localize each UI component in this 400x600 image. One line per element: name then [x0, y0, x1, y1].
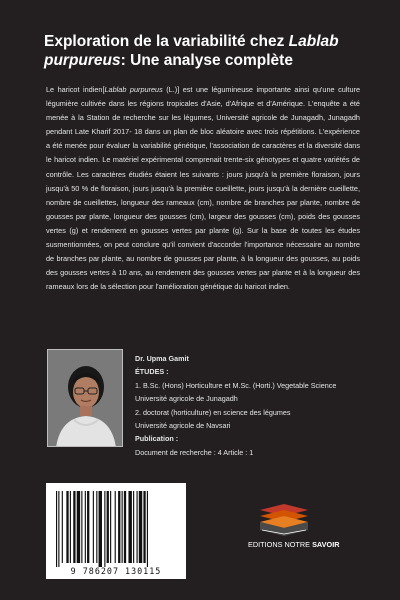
- barcode-bar: [56, 491, 57, 567]
- abstract-lead: Le haricot indien[: [46, 85, 105, 94]
- barcode-bar: [128, 491, 131, 563]
- title-species: Lablab purpureus: [44, 33, 339, 69]
- studies-heading: ÉTUDES :: [135, 367, 169, 377]
- barcode-bar: [124, 491, 126, 563]
- publication-heading: Publication :: [135, 434, 179, 444]
- publisher-name-bold: SAVOIR: [312, 540, 340, 549]
- barcode-bar: [133, 491, 134, 563]
- study-line-4: Université agricole de Navsari: [135, 421, 231, 431]
- barcode-bar: [137, 491, 138, 563]
- barcode-bar: [62, 491, 63, 563]
- barcode-bar: [85, 491, 86, 563]
- barcode-bar: [104, 491, 105, 567]
- abstract-species: Lablab purpureus: [104, 85, 163, 94]
- barcode-bar: [93, 491, 94, 563]
- study-line-2: Université agricole de Junagadh: [135, 394, 238, 404]
- publisher-logo-icon: [254, 500, 314, 540]
- author-portrait-image: [48, 350, 123, 447]
- isbn-barcode: [46, 483, 186, 579]
- barcode-bar: [118, 491, 120, 563]
- barcode-bar: [110, 491, 111, 563]
- study-line-1: 1. B.Sc. (Hons) Horticulture et M.Sc. (Horti.) Vegetable Science: [135, 380, 337, 390]
- publisher-name: [248, 540, 348, 549]
- abstract-body: (L.)] est une légumineuse importante ainsi qu'une culture légumière cultivée dans les régions tropicales d'Asie, d'Afrique et d'Amérique. L'enquête a été menée à la Station de recherche sur les légumes, Université agricole de Junagadh, Junagadh pendant Late Kharif 2017- 18 dans un plan de bloc aléatoire avec trois répétitions. L'expérience a été menée pour évaluer la variabilité génétique, l'association de caractères et la diversité dans le haricot indien. Le matériel expérimental comprenait trente-six génotypes et quatre variétés de contrôle. Les caractères étudiés étaient les suivants : jours jusqu'à la première floraison, jours jusqu'à 50 % de floraison, jours jusqu'à la première cueillette, jours jusqu'à la dernière cueillette, nombre de cueillettes, longueur des rameaux (cm), nombre de branches par plante, nombre de gousses par plante, longueur des gousses (cm), largeur des gousses (cm), poids des gousses vertes (g) et rendement en gousses vertes par plante (g). Sur la base de toutes les études susmentionnées, on peut conclure qu'il convient d'accorder l'importance nécessaire au nombre de branches par plante, au nombre de gousses par plante, à la longueur des gousses, au poids des gousses vertes à 10 ans, au rendement des gousses vertes par plante et à la longueur des rameaux lors de la sélection pour l'amélioration génétique du haricot indien.: [46, 85, 361, 292]
- title-part-2: : Une analyse complète: [120, 52, 293, 69]
- study-line-3: 2. doctorat (horticulture) en science des légumes: [135, 407, 291, 417]
- book-title: [44, 32, 374, 70]
- barcode-bar: [81, 491, 82, 563]
- barcode-bar: [96, 491, 97, 563]
- barcode-bar: [143, 491, 145, 563]
- barcode-bar: [107, 491, 109, 563]
- barcode-bar: [87, 491, 89, 563]
- author-name: Dr. Upma Gamit: [135, 354, 189, 363]
- title-part-1: Exploration de la variabilité chez: [44, 33, 289, 50]
- book-abstract: [46, 83, 360, 294]
- barcode-bar: [66, 491, 68, 563]
- barcode-bar: [139, 491, 142, 563]
- barcode-bar: [122, 491, 123, 563]
- barcode-bar: [147, 491, 148, 567]
- barcode-bar: [73, 491, 75, 563]
- author-photo: [47, 349, 123, 447]
- barcode-bar: [58, 491, 59, 567]
- author-info: [135, 352, 375, 459]
- barcode-bar: [99, 491, 102, 567]
- barcode-digits: 9 786207 130115: [70, 566, 162, 576]
- barcode-bar: [77, 491, 80, 563]
- barcode-bar: [115, 491, 116, 563]
- publisher-name-regular: EDITIONS NOTRE: [248, 540, 313, 549]
- barcode-bars: [46, 483, 186, 579]
- publication-line: Document de recherche : 4 Article : 1: [135, 447, 254, 457]
- barcode-bar: [70, 491, 71, 563]
